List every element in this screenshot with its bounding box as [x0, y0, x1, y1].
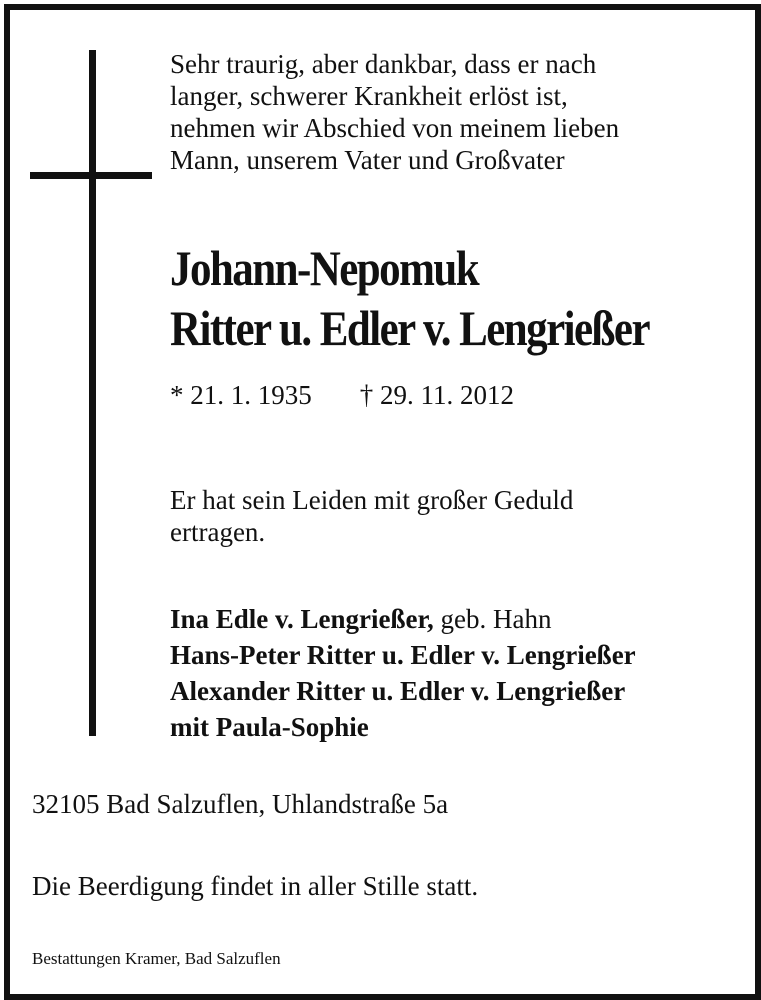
intro-text: [170, 48, 750, 176]
deceased-name-line2: Ritter u. Edler v. Lengrießer: [170, 300, 650, 356]
quote-line: Er hat sein Leiden mit großer Geduld: [170, 485, 574, 515]
deceased-name-line1: Johann-Nepomuk: [170, 240, 479, 296]
intro-line: langer, schwerer Krankheit erlöst ist,: [170, 81, 568, 111]
cross-bar: [30, 172, 152, 179]
deceased-name: [170, 238, 669, 358]
mourner-1-name: Ina Edle v. Lengrießer,: [170, 604, 434, 634]
undertaker: Bestattungen Kramer, Bad Salzuflen: [32, 949, 281, 968]
quote-line: ertragen.: [170, 517, 266, 547]
mourner-4: [170, 709, 760, 745]
address: 32105 Bad Salzuflen, Uhlandstraße 5a: [32, 789, 449, 819]
mourner-2-name: Hans-Peter Ritter u. Edler v. Lengrießer: [170, 640, 636, 670]
mourner-1-maiden: geb. Hahn: [433, 604, 552, 634]
cross-icon: [89, 50, 96, 736]
intro-line: nehmen wir Abschied von meinem lieben: [170, 113, 620, 143]
birth-date: * 21. 1. 1935: [170, 380, 312, 410]
intro-line: Mann, unserem Vater und Großvater: [170, 145, 565, 175]
intro-line: Sehr traurig, aber dankbar, dass er nach: [170, 49, 597, 79]
mourner-3-name: Alexander Ritter u. Edler v. Lengrießer: [170, 676, 626, 706]
mourner-1: [170, 601, 760, 637]
life-dates: [170, 379, 514, 411]
mourner-3: [170, 673, 760, 709]
death-date: † 29. 11. 2012: [359, 380, 514, 410]
obituary-frame: [4, 4, 761, 1000]
quote-text: [170, 484, 730, 548]
mourners-list: [170, 601, 760, 745]
mourner-4-name: mit Paula-Sophie: [170, 712, 369, 742]
burial-note: Die Beerdigung findet in aller Stille statt.: [32, 871, 479, 901]
mourner-2: [170, 637, 760, 673]
